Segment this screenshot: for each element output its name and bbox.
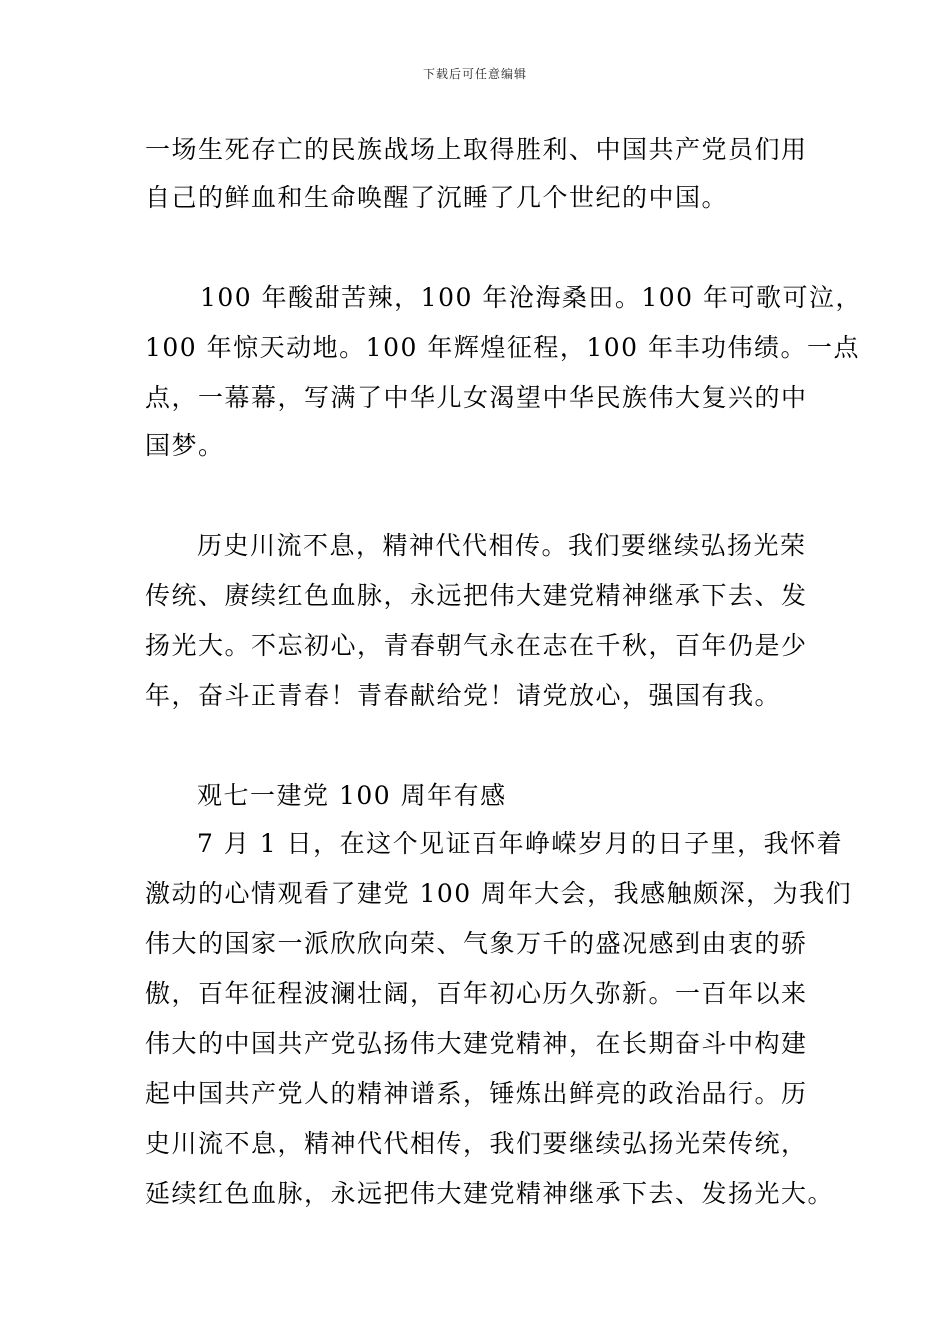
text-line: 自己的鲜血和生命唤醒了沉睡了几个世纪的中国。 (145, 183, 729, 212)
text-line: 激动的心情观看了建党 100 周年大会，我感触颇深，为我们 (145, 879, 853, 908)
text-line: 100 年酸甜苦辣，100 年沧海桑田。100 年可歌可泣， (200, 283, 862, 312)
text-line: 国梦。 (145, 431, 225, 460)
text-line: 100 年惊天动地。100 年辉煌征程，100 年丰功伟绩。一点 (145, 333, 860, 362)
text-line: 点，一幕幕，写满了中华儿女渴望中华民族伟大复兴的中 (145, 383, 808, 412)
text-line: 年，奋斗正青春！青春献给党！请党放心，强国有我。 (145, 681, 782, 710)
section-title: 观七一建党 100 周年有感 (197, 781, 507, 810)
text-line: 傲，百年征程波澜壮阔，百年初心历久弥新。一百年以来 (145, 979, 808, 1008)
text-line: 7 月 1 日，在这个见证百年峥嵘岁月的日子里，我怀着 (197, 829, 844, 858)
text-line: 起中国共产党人的精神谱系，锤炼出鲜亮的政治品行。历 (145, 1079, 808, 1108)
text-line: 扬光大。不忘初心，青春朝气永在志在千秋，百年仍是少 (145, 631, 808, 660)
text-line: 历史川流不息，精神代代相传。我们要继续弘扬光荣 (197, 531, 807, 560)
text-line: 伟大的国家一派欣欣向荣、气象万千的盛况感到由衷的骄 (145, 929, 808, 958)
text-line: 传统、赓续红色血脉，永远把伟大建党精神继承下去、发 (145, 581, 808, 610)
text-line: 史川流不息，精神代代相传，我们要继续弘扬光荣传统， (145, 1129, 808, 1158)
header-note: 下载后可任意编辑 (422, 67, 527, 81)
text-line: 延续红色血脉，永远把伟大建党精神继承下去、发扬光大。 (145, 1179, 835, 1208)
text-line: 一场生死存亡的民族战场上取得胜利、中国共产党员们用 (145, 135, 808, 164)
text-line: 伟大的中国共产党弘扬伟大建党精神，在长期奋斗中构建 (145, 1029, 808, 1058)
